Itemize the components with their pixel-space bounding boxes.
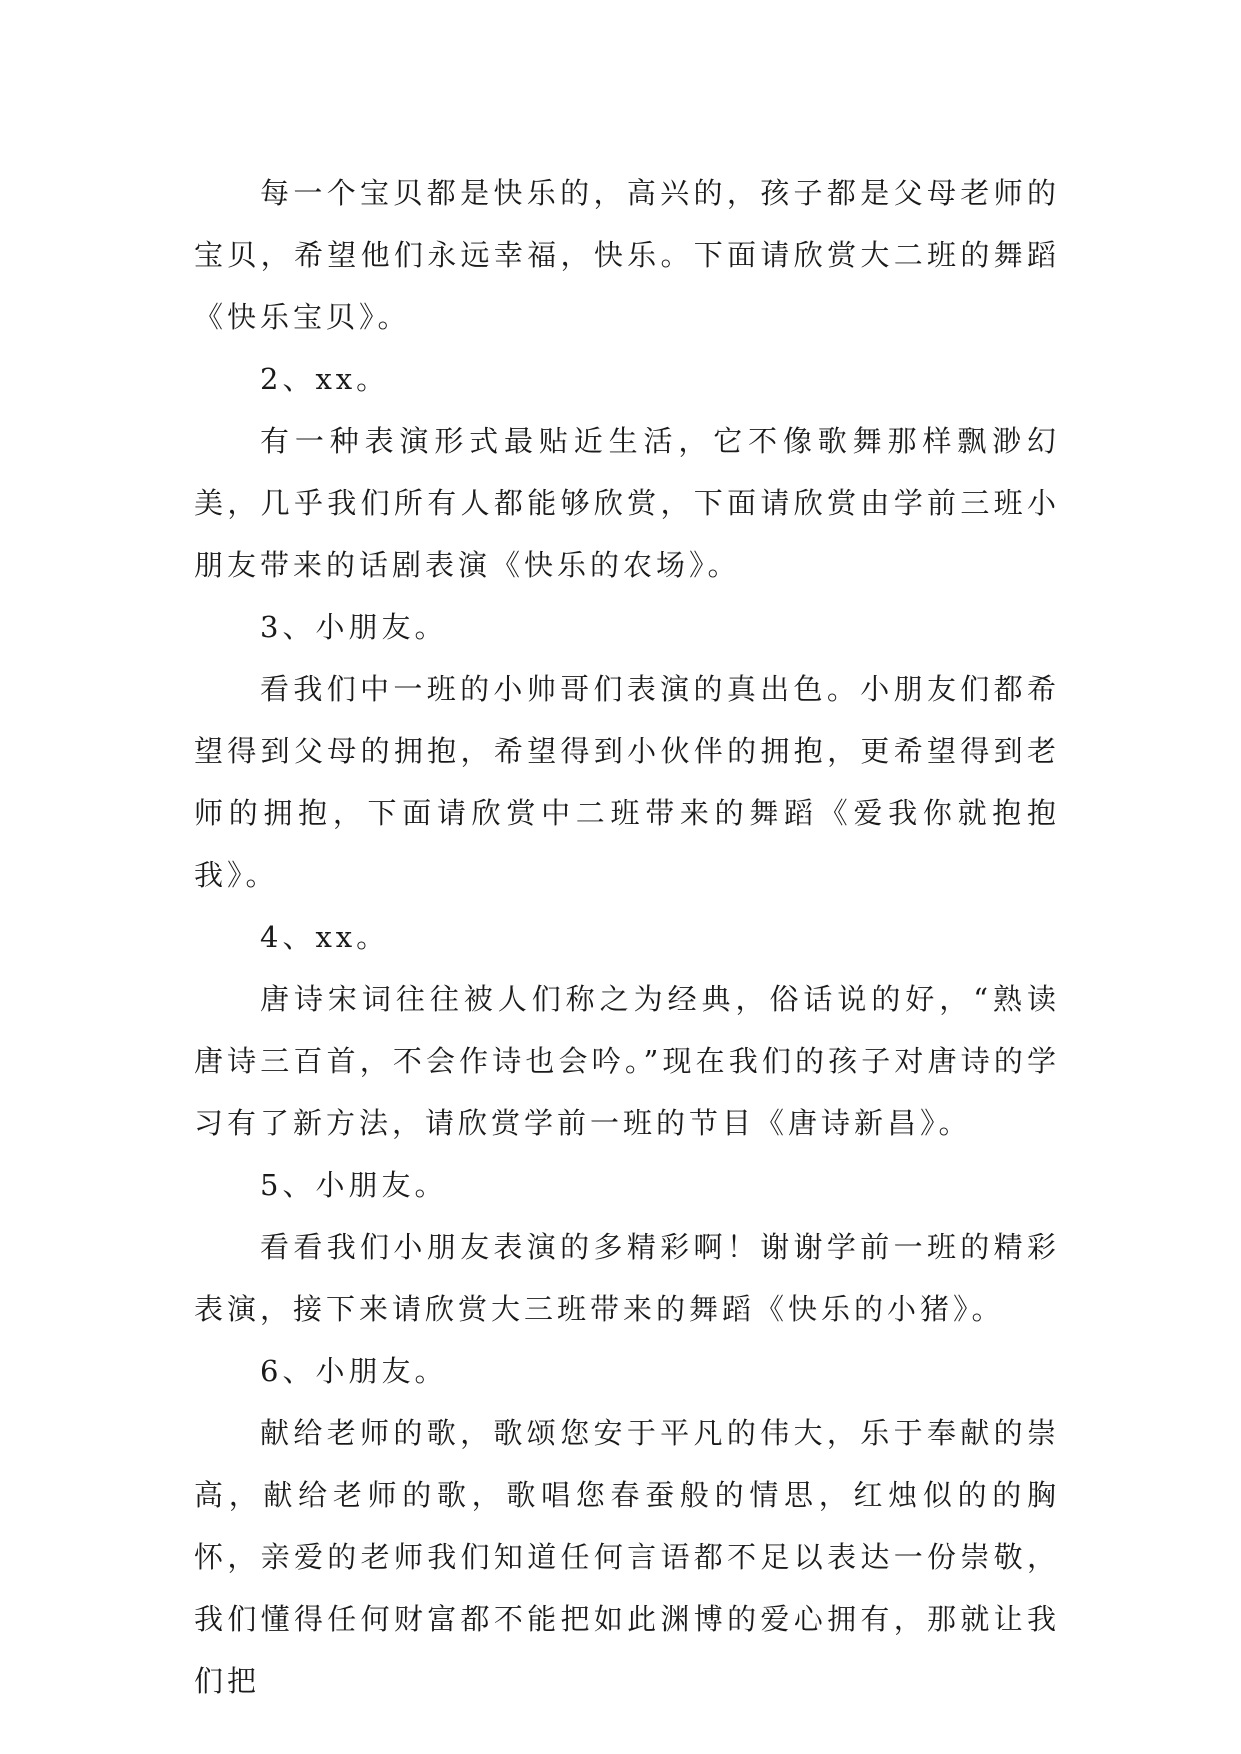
paragraph-kuaile-nongchang: 有一种表演形式最贴近生活，它不像歌舞那样飘渺幻美，几乎我们所有人都能够欣赏，下面请欣赏由学前三班小朋友带来的话剧表演《快乐的农场》。 (194, 424, 1060, 582)
item-heading-5: 5、小朋友。 (260, 1168, 448, 1202)
document-body (194, 162, 1060, 1712)
paragraph-tangshi-xinchang: 唐诗宋词往往被人们称之为经典，俗话说的好，“熟读唐诗三百首，不会作诗也会吟。”现在我们的孩子对唐诗的学习有了新方法，请欣赏学前一班的节目《唐诗新昌》。 (194, 982, 1060, 1140)
paragraph-ai-wo-baobao: 看我们中一班的小帅哥们表演的真出色。小朋友们都希望得到父母的拥抱，希望得到小伙伴的拥抱，更希望得到老师的拥抱，下面请欣赏中二班带来的舞蹈《爱我你就抱抱我》。 (194, 672, 1060, 892)
item-heading-6: 6、小朋友。 (260, 1354, 448, 1388)
item-heading-3: 3、小朋友。 (260, 610, 448, 644)
item-heading-2: 2、xx。 (260, 362, 390, 396)
paragraph-kuaile-baobei: 每一个宝贝都是快乐的，高兴的，孩子都是父母老师的宝贝，希望他们永远幸福，快乐。下面请欣赏大二班的舞蹈《快乐宝贝》。 (194, 176, 1060, 334)
paragraph-kuaile-xiaozhu: 看看我们小朋友表演的多精彩啊！谢谢学前一班的精彩表演，接下来请欣赏大三班带来的舞蹈《快乐的小猪》。 (194, 1230, 1060, 1326)
paragraph-xian-gei-laoshi: 献给老师的歌，歌颂您安于平凡的伟大，乐于奉献的崇高，献给老师的歌，歌唱您春蚕般的情思，红烛似的的胸怀，亲爱的老师我们知道任何言语都不足以表达一份崇敬，我们懂得任何财富都不能把如此渊博的爱心拥有，那就让我们把 (194, 1416, 1060, 1698)
item-heading-4: 4、xx。 (260, 920, 390, 954)
